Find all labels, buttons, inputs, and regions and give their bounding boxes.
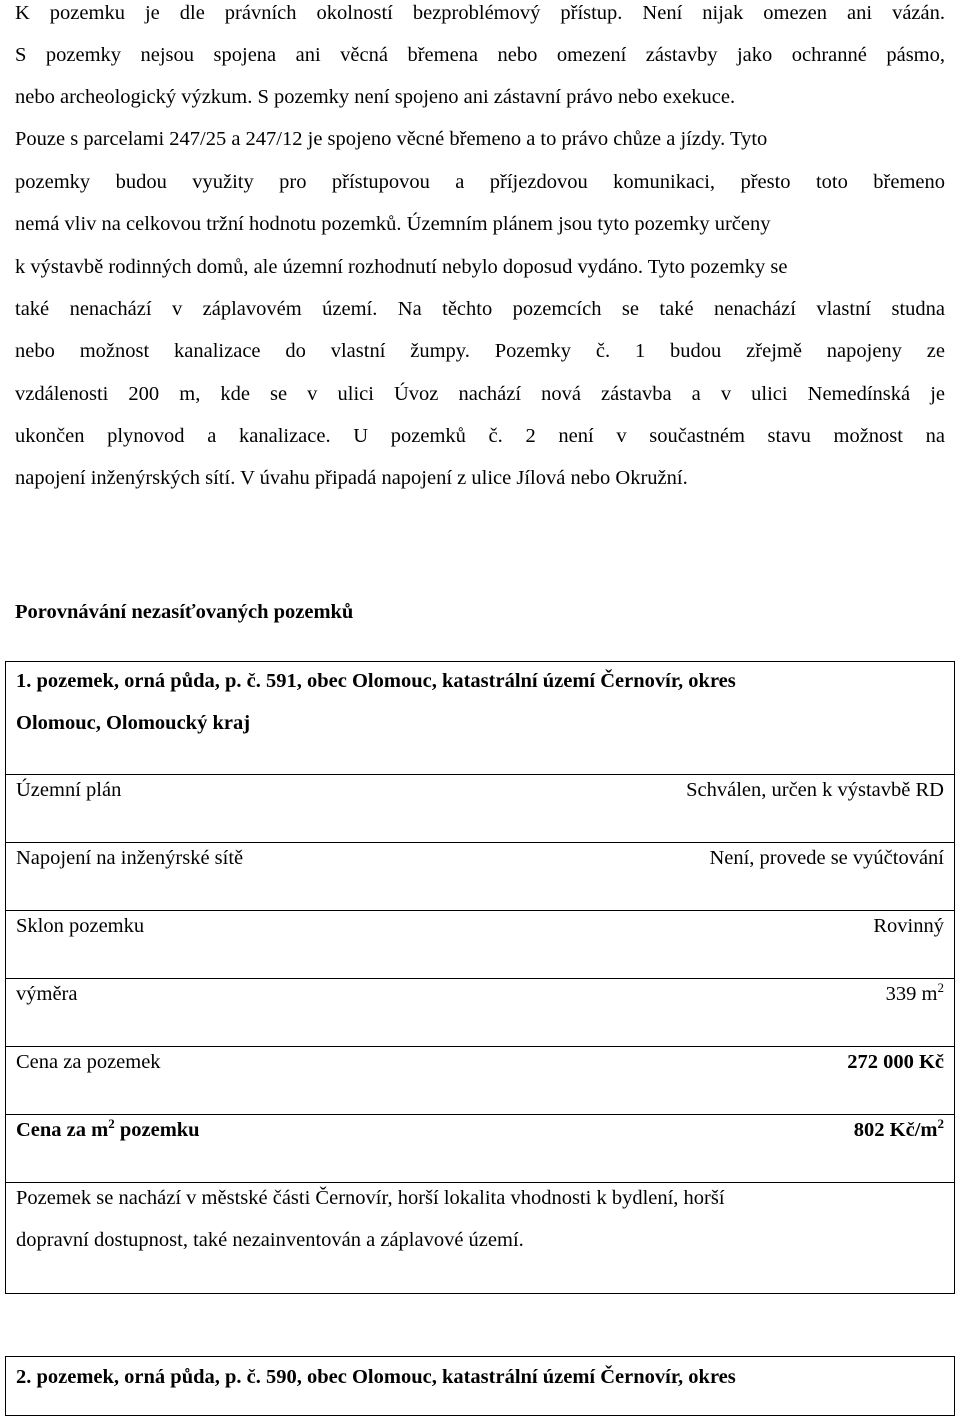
value-superscript: 2 — [937, 980, 944, 996]
row-label: Napojení na inženýrské sítě — [16, 847, 244, 869]
value-superscript: 2 — [937, 1116, 944, 1132]
row-label: Územní plán — [16, 779, 122, 801]
value-text: 802 Kč/m — [853, 1119, 938, 1141]
row-value: Schválen, určen k výstavbě RD — [686, 779, 944, 801]
row-label: Sklon pozemku — [16, 915, 145, 937]
row-value — [886, 982, 944, 1006]
table-row — [6, 842, 954, 910]
intro-line: K pozemku je dle právních okolností bezproblémový přístup. Není nijak omezen ani vázán. — [15, 2, 945, 24]
value-text: 339 m — [885, 983, 938, 1005]
parcel-1-title-line-2: Olomouc, Olomoucký kraj — [16, 712, 251, 734]
row-value: Rovinný — [873, 915, 944, 937]
parcel-2-title-line-1: 2. pozemek, orná půda, p. č. 590, obec Olomouc, katastrální území Černovír, okres — [16, 1366, 736, 1388]
parcel-2-table — [5, 1356, 955, 1416]
row-label: Cena za pozemek — [16, 1051, 161, 1073]
intro-line: nebo možnost kanalizace do vlastní žumpy. Pozemky č. 1 budou zřejmě napojeny ze — [15, 340, 945, 362]
intro-line: vzdálenosti 200 m, kde se v ulici Úvoz nachází nová zástavba a v ulici Nemedínská je — [15, 383, 945, 405]
parcel-1-title-line-1: 1. pozemek, orná půda, p. č. 591, obec Olomouc, katastrální území Černovír, okres — [16, 670, 736, 692]
row-label: výměra — [16, 983, 78, 1005]
intro-line: Pouze s parcelami 247/25 a 247/12 je spojeno věcné břemeno a to právo chůze a jízdy. Tyto — [15, 128, 768, 150]
intro-line: pozemky budou využity pro přístupovou a příjezdovou komunikaci, přesto toto břemeno — [15, 171, 945, 193]
label-superscript: 2 — [108, 1116, 115, 1132]
table-row — [6, 978, 954, 1046]
table-row — [6, 1114, 954, 1182]
label-suffix: pozemku — [114, 1119, 200, 1141]
table-row — [6, 1046, 954, 1114]
intro-line: také nenachází v záplavovém území. Na těchto pozemcích se také nenachází vlastní studna — [15, 298, 945, 320]
note-line: Pozemek se nachází v městské části Černovír, horší lokalita vhodnosti k bydlení, horší — [16, 1187, 725, 1209]
intro-line: nemá vliv na celkovou tržní hodnotu pozemků. Územním plánem jsou tyto pozemky určeny — [15, 213, 771, 235]
row-label — [16, 1118, 200, 1142]
table-row — [6, 774, 954, 842]
intro-line: nebo archeologický výzkum. S pozemky není spojeno ani zástavní právo nebo exekuce. — [15, 86, 736, 108]
intro-line: S pozemky nejsou spojena ani věcná břemena nebo omezení zástavby jako ochranné pásmo, — [15, 44, 945, 66]
intro-line: napojení inženýrských sítí. V úvahu připadá napojení z ulice Jílová nebo Okružní. — [15, 467, 688, 489]
label-text: Cena za m — [16, 1119, 109, 1141]
parcel-1-table — [5, 661, 955, 1294]
section-heading: Porovnávání nezasíťovaných pozemků — [15, 601, 354, 623]
row-value: Není, provede se vyúčtování — [709, 847, 944, 869]
intro-line: k výstavbě rodinných domů, ale územní rozhodnutí nebylo doposud vydáno. Tyto pozemky se — [15, 256, 788, 278]
note-line: dopravní dostupnost, také nezainventován a záplavové území. — [16, 1229, 524, 1251]
table-row-note — [6, 1182, 954, 1294]
intro-line: ukončen plynovod a kanalizace. U pozemků č. 2 není v součastném stavu možnost na — [15, 425, 945, 447]
table-row — [6, 910, 954, 978]
row-value: 272 000 Kč — [847, 1051, 944, 1073]
row-value — [854, 1118, 944, 1142]
